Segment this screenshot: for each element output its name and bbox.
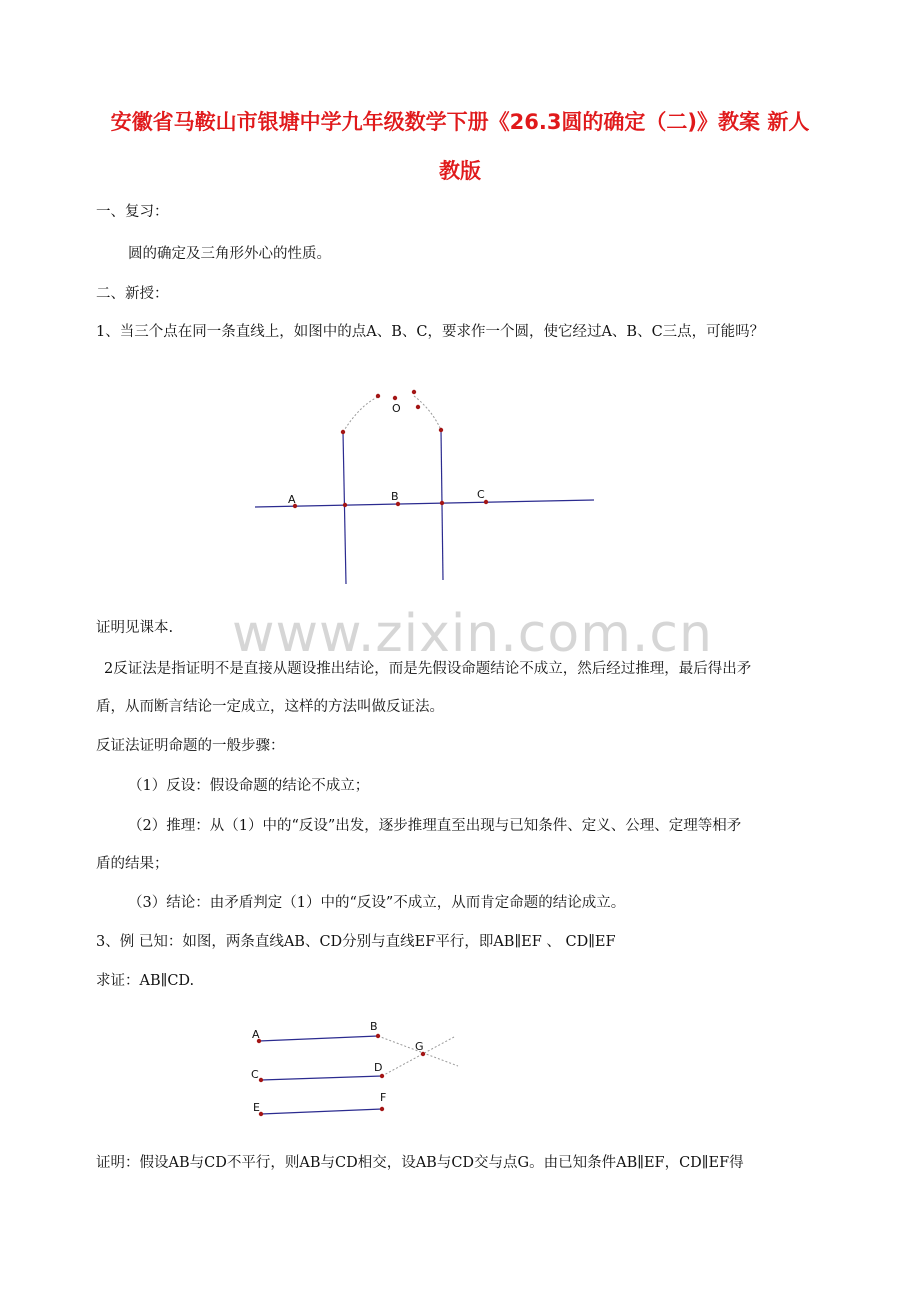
fig1-label-o: O bbox=[392, 402, 401, 415]
step-2-cont: 盾的结果； bbox=[96, 856, 169, 872]
document-title-line2: 教版 bbox=[439, 159, 481, 183]
review-text: 圆的确定及三角形外心的性质。 bbox=[128, 246, 331, 262]
section-review-heading: 一、复习： bbox=[96, 204, 169, 220]
watermark: www.zixin.com.cn bbox=[232, 604, 713, 664]
fig2-label-f: F bbox=[380, 1091, 387, 1104]
fig2-label-e: E bbox=[253, 1101, 260, 1114]
document-title-line1: 安徽省马鞍山市银塘中学九年级数学下册《26.3圆的确定（二)》教案 新人 bbox=[110, 110, 810, 134]
fig2-label-g: G bbox=[415, 1040, 424, 1053]
fig2-label-c: C bbox=[251, 1068, 259, 1081]
fig1-label-b: B bbox=[391, 490, 399, 503]
example-prove: 求证：AB∥CD. bbox=[96, 973, 195, 989]
step-2: （2）推理：从（1）中的“反设”出发，逐步推理直至出现与已知条件、定义、公理、定理等相矛 bbox=[128, 818, 742, 834]
fig2-label-d: D bbox=[374, 1061, 383, 1074]
fig2-label-a: A bbox=[252, 1028, 260, 1041]
proof-text: 证明：假设AB与CD不平行，则AB与CD相交，设AB与CD交与点G。由已知条件AB∥EF，CD∥EF得 bbox=[96, 1155, 744, 1171]
fig1-label-c: C bbox=[477, 488, 485, 501]
example-given: 3、例 已知：如图，两条直线AB、CD分别与直线EF平行，即AB∥EF 、 CD∥EF bbox=[96, 934, 616, 950]
contradiction-def-2: 盾，从而断言结论一定成立，这样的方法叫做反证法。 bbox=[96, 699, 444, 715]
section-new-heading: 二、新授： bbox=[96, 286, 169, 302]
question-1: 1、当三个点在同一条直线上，如图中的点A、B、C，要求作一个圆，使它经过A、B、C三点，可能吗？ bbox=[96, 324, 765, 340]
fig1-label-a: A bbox=[288, 493, 296, 506]
step-1: （1）反设：假设命题的结论不成立； bbox=[128, 778, 370, 794]
fig2-label-b: B bbox=[370, 1020, 378, 1033]
step-3: （3）结论：由矛盾判定（1）中的“反设”不成立，从而肯定命题的结论成立。 bbox=[128, 895, 626, 911]
contradiction-def-1: 2反证法是指证明不是直接从题设推出结论，而是先假设命题结论不成立，然后经过推理，最后得出矛 bbox=[104, 661, 752, 677]
proof-note: 证明见课本. bbox=[96, 620, 174, 636]
steps-heading: 反证法证明命题的一般步骤： bbox=[96, 738, 285, 754]
